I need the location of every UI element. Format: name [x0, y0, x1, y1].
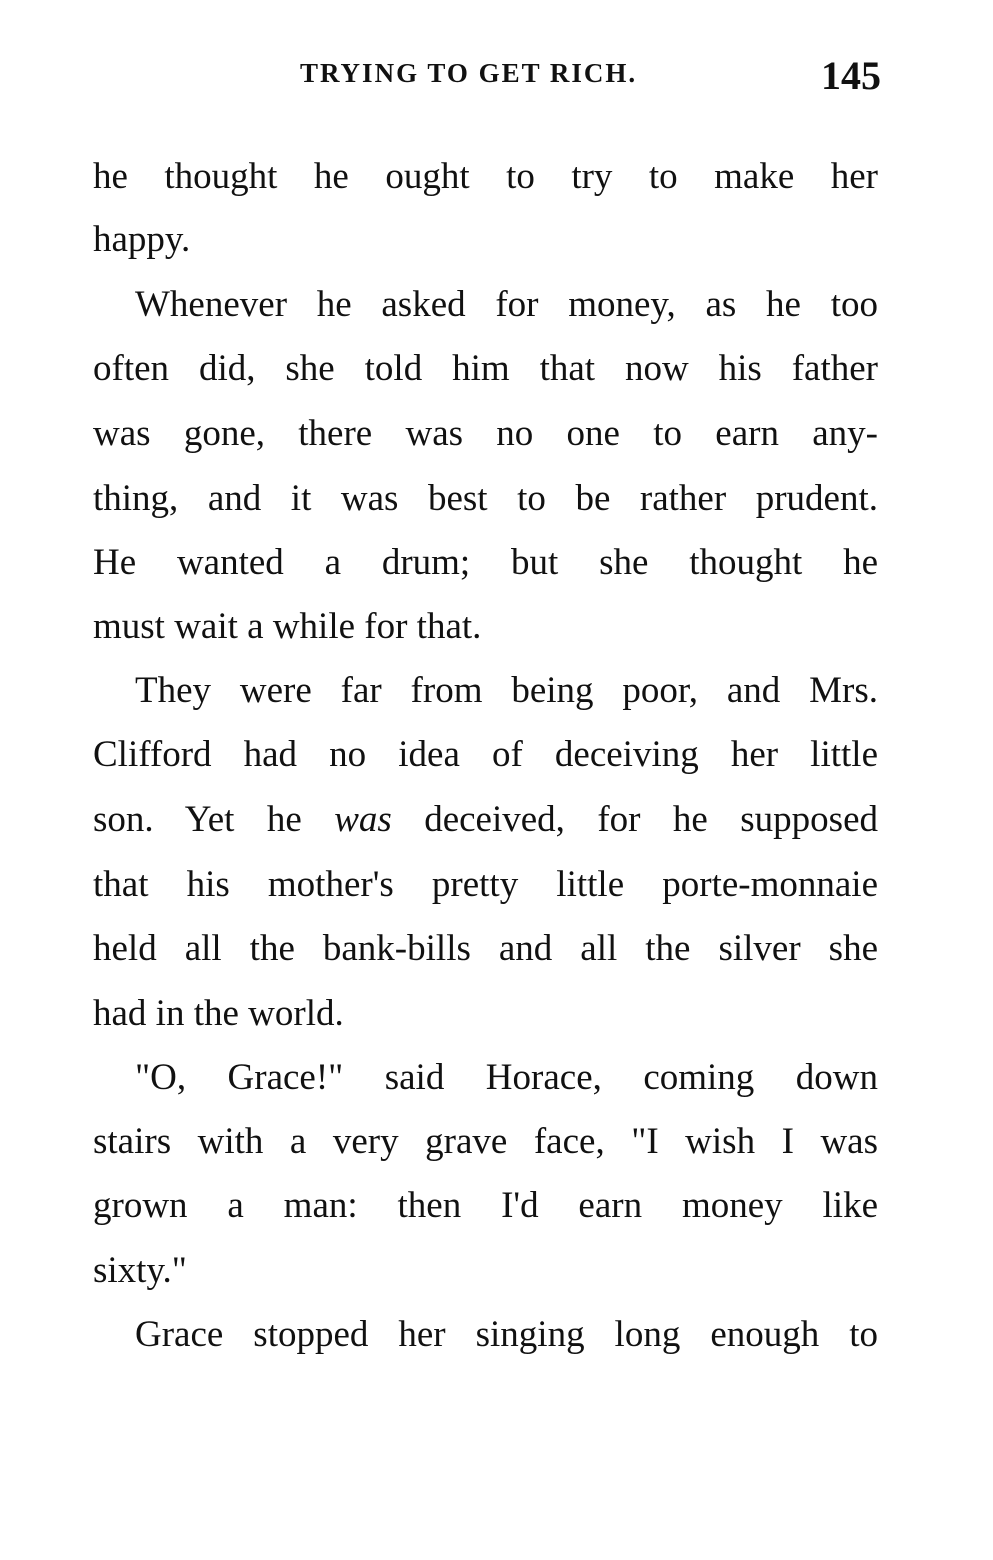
text-line: "O, Grace!" said Horace, coming down — [135, 1057, 878, 1098]
text-line: held all the bank-bills and all the silver she — [93, 928, 878, 969]
text-line: sixty." — [93, 1250, 187, 1291]
text-line: had in the world. — [93, 993, 344, 1034]
text-fragment: deceived, for he supposed — [391, 799, 878, 840]
text-line: grown a man: then I'd earn money like — [93, 1185, 878, 1226]
text-line: He wanted a drum; but she thought he — [93, 542, 878, 583]
running-title: TRYING TO GET RICH. — [300, 58, 638, 88]
running-head — [0, 52, 993, 98]
text-line: Clifford had no idea of deceiving her little — [93, 734, 878, 775]
text-line: often did, she told him that now his father — [93, 348, 878, 389]
text-line: must wait a while for that. — [93, 606, 482, 647]
text-line: happy. — [93, 219, 191, 260]
text-line: was gone, there was no one to earn any- — [93, 413, 878, 454]
emphasis-text: was — [334, 799, 392, 840]
text-line: thing, and it was best to be rather prudent. — [93, 478, 878, 519]
text-fragment: son. Yet he — [93, 799, 335, 840]
text-line — [93, 795, 878, 845]
text-line: Grace stopped her singing long enough to — [135, 1314, 878, 1355]
text-line: that his mother's pretty little porte-monnaie — [93, 864, 878, 905]
text-line: They were far from being poor, and Mrs. — [135, 670, 878, 711]
page-number: 145 — [821, 53, 881, 98]
text-line: he thought he ought to try to make her — [93, 156, 878, 197]
text-line: stairs with a very grave face, "I wish I was — [93, 1121, 878, 1162]
text-line: Whenever he asked for money, as he too — [135, 284, 878, 325]
